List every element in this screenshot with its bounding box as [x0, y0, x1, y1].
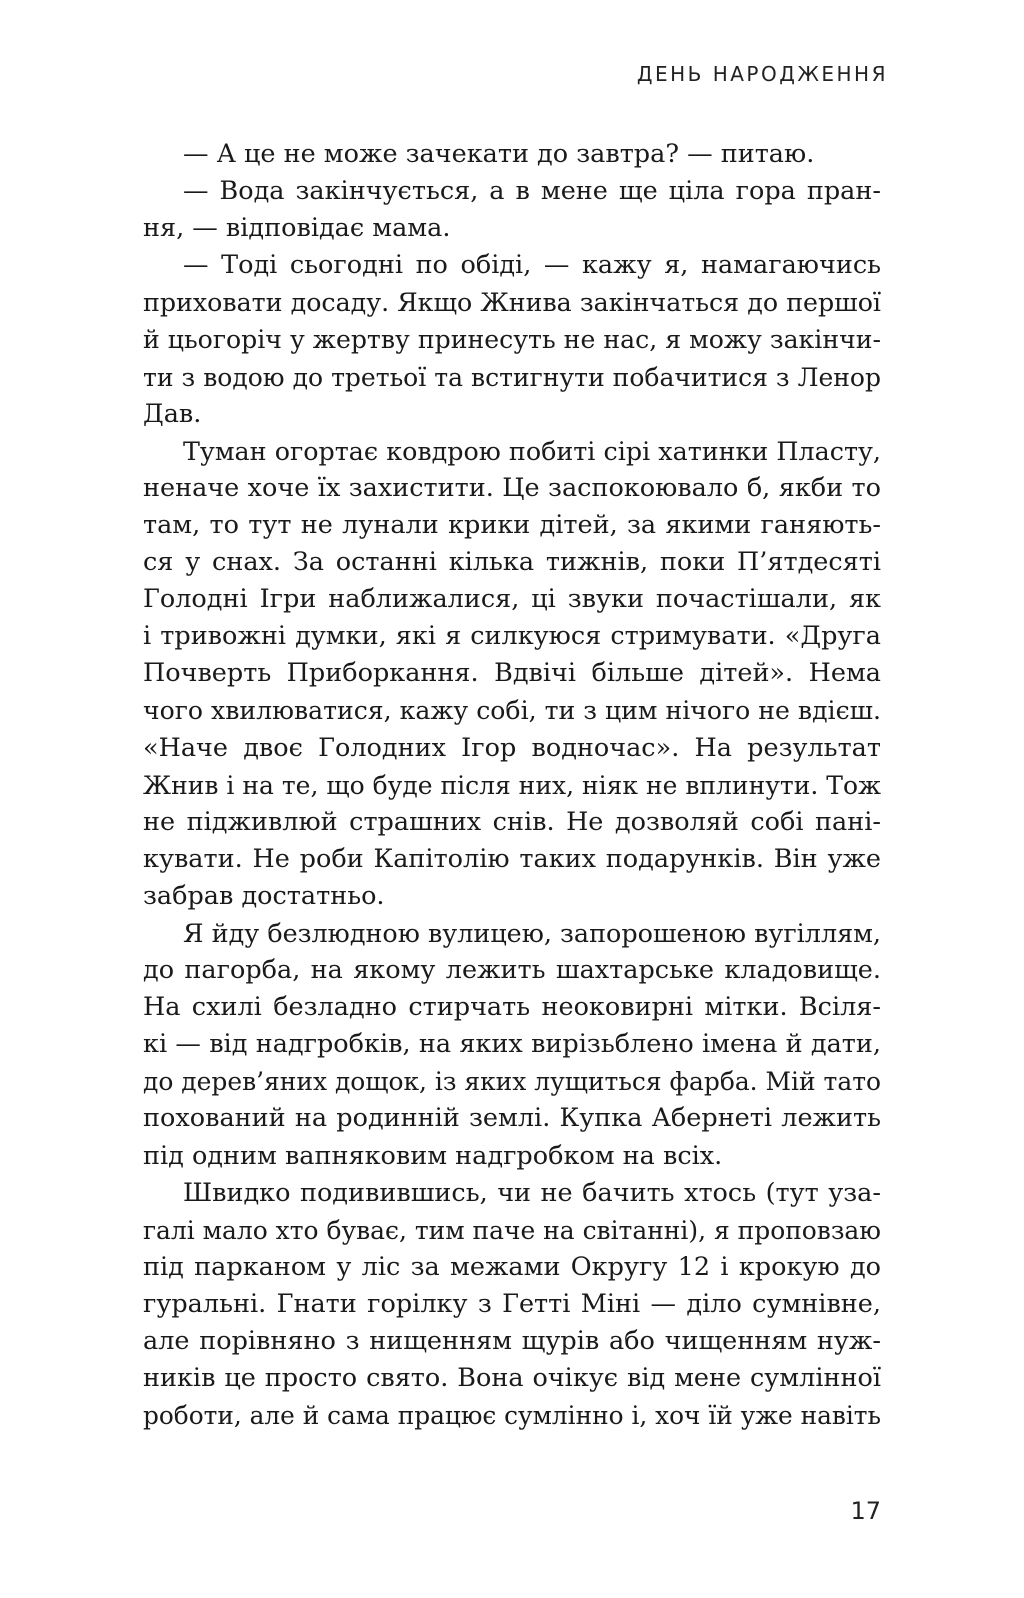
text-line: неначе хоче їх захистити. Це заспокоювало б, якби то	[143, 472, 881, 503]
text-line: гуральні. Гнати горілку з Гетті Міні — діло сумнівне,	[143, 1288, 881, 1319]
text-line: На схилі безладно стирчать неоковирні мітки. Всіля-	[143, 992, 881, 1023]
text-line: і тривожні думки, які я силкуюся стримувати. «Друга	[143, 621, 881, 652]
text-line: під одним вапняковим надгробком на всіх.	[143, 1140, 723, 1171]
text-line: там, то тут не лунали крики дітей, за якими ганяють-	[143, 509, 881, 540]
text-line: але порівняно з нищенням щурів або чищенням нуж-	[143, 1326, 881, 1356]
text-line: приховати досаду. Якщо Жнива закінчаться до першої	[143, 288, 881, 318]
running-head: ДЕНЬ НАРОДЖЕННЯ	[636, 62, 888, 86]
text-line: Почверть Приборкання. Вдвічі більше дітей». Нема	[143, 658, 881, 689]
text-line: Туман огортає ковдрою побиті сірі хатинки Пласту,	[183, 435, 881, 466]
text-line: ників це просто свято. Вона очікує від мене сумлінної	[143, 1363, 881, 1394]
text-line: чого хвилюватися, кажу собі, ти з цим нічого не вдієш.	[143, 696, 881, 726]
text-line: Жнив і на те, що буде після них, ніяк не вплинути. Тож	[143, 770, 881, 800]
text-line: Дав.	[143, 398, 202, 429]
text-line: галі мало хто буває, тим паче на світанні), я проповзаю	[143, 1215, 881, 1245]
text-line: до пагорба, на якому лежить шахтарське кладовище.	[143, 955, 881, 986]
text-line: — А це не може зачекати до завтра? — питаю.	[183, 139, 815, 169]
body-text	[143, 136, 881, 1434]
text-line: «Наче двоє Голодних Ігор водночас». На результат	[143, 732, 881, 763]
text-line: — Вода закінчується, а в мене ще ціла гора пран-	[183, 176, 881, 207]
page-number: 17	[850, 1497, 881, 1525]
text-line: не підживлюй страшних снів. Не дозволяй собі пані-	[143, 806, 881, 837]
text-line: Голодні Ігри наближалися, ці звуки почастішали, як	[143, 584, 881, 615]
text-line: Я йду безлюдною вулицею, запорошеною вугіллям,	[183, 917, 881, 948]
text-line: — Тоді сьогодні по обіді, — кажу я, намагаючись	[183, 250, 881, 281]
text-line: Швидко подивившись, чи не бачить хтось (тут уза-	[183, 1177, 881, 1208]
text-line: під парканом у ліс за межами Округу 12 і крокую до	[143, 1251, 881, 1282]
text-line: ся у снах. За останні кілька тижнів, поки П’ятдесяті	[143, 547, 881, 578]
text-line: ня, — відповідає мама.	[143, 213, 451, 244]
text-line: роботи, але й сама працює сумлінно і, хоч їй уже навіть	[143, 1401, 881, 1431]
text-line: ти з водою до третьої та встигнути побачитися з Ленор	[143, 362, 881, 392]
text-line: кі — від надгробків, на яких вирізьблено імена й дати,	[143, 1029, 881, 1060]
text-line: й цьогоріч у жертву принесуть не нас, я можу закінчи-	[143, 325, 881, 355]
text-line: до дерев’яних дощок, із яких лущиться фарба. Мій тато	[143, 1067, 881, 1097]
text-line: забрав достатньо.	[143, 880, 385, 911]
text-line: похований на родинній землі. Купка Абернеті лежить	[143, 1103, 881, 1134]
text-line: кувати. Не роби Капітолію таких подарунків. Він уже	[143, 843, 881, 874]
